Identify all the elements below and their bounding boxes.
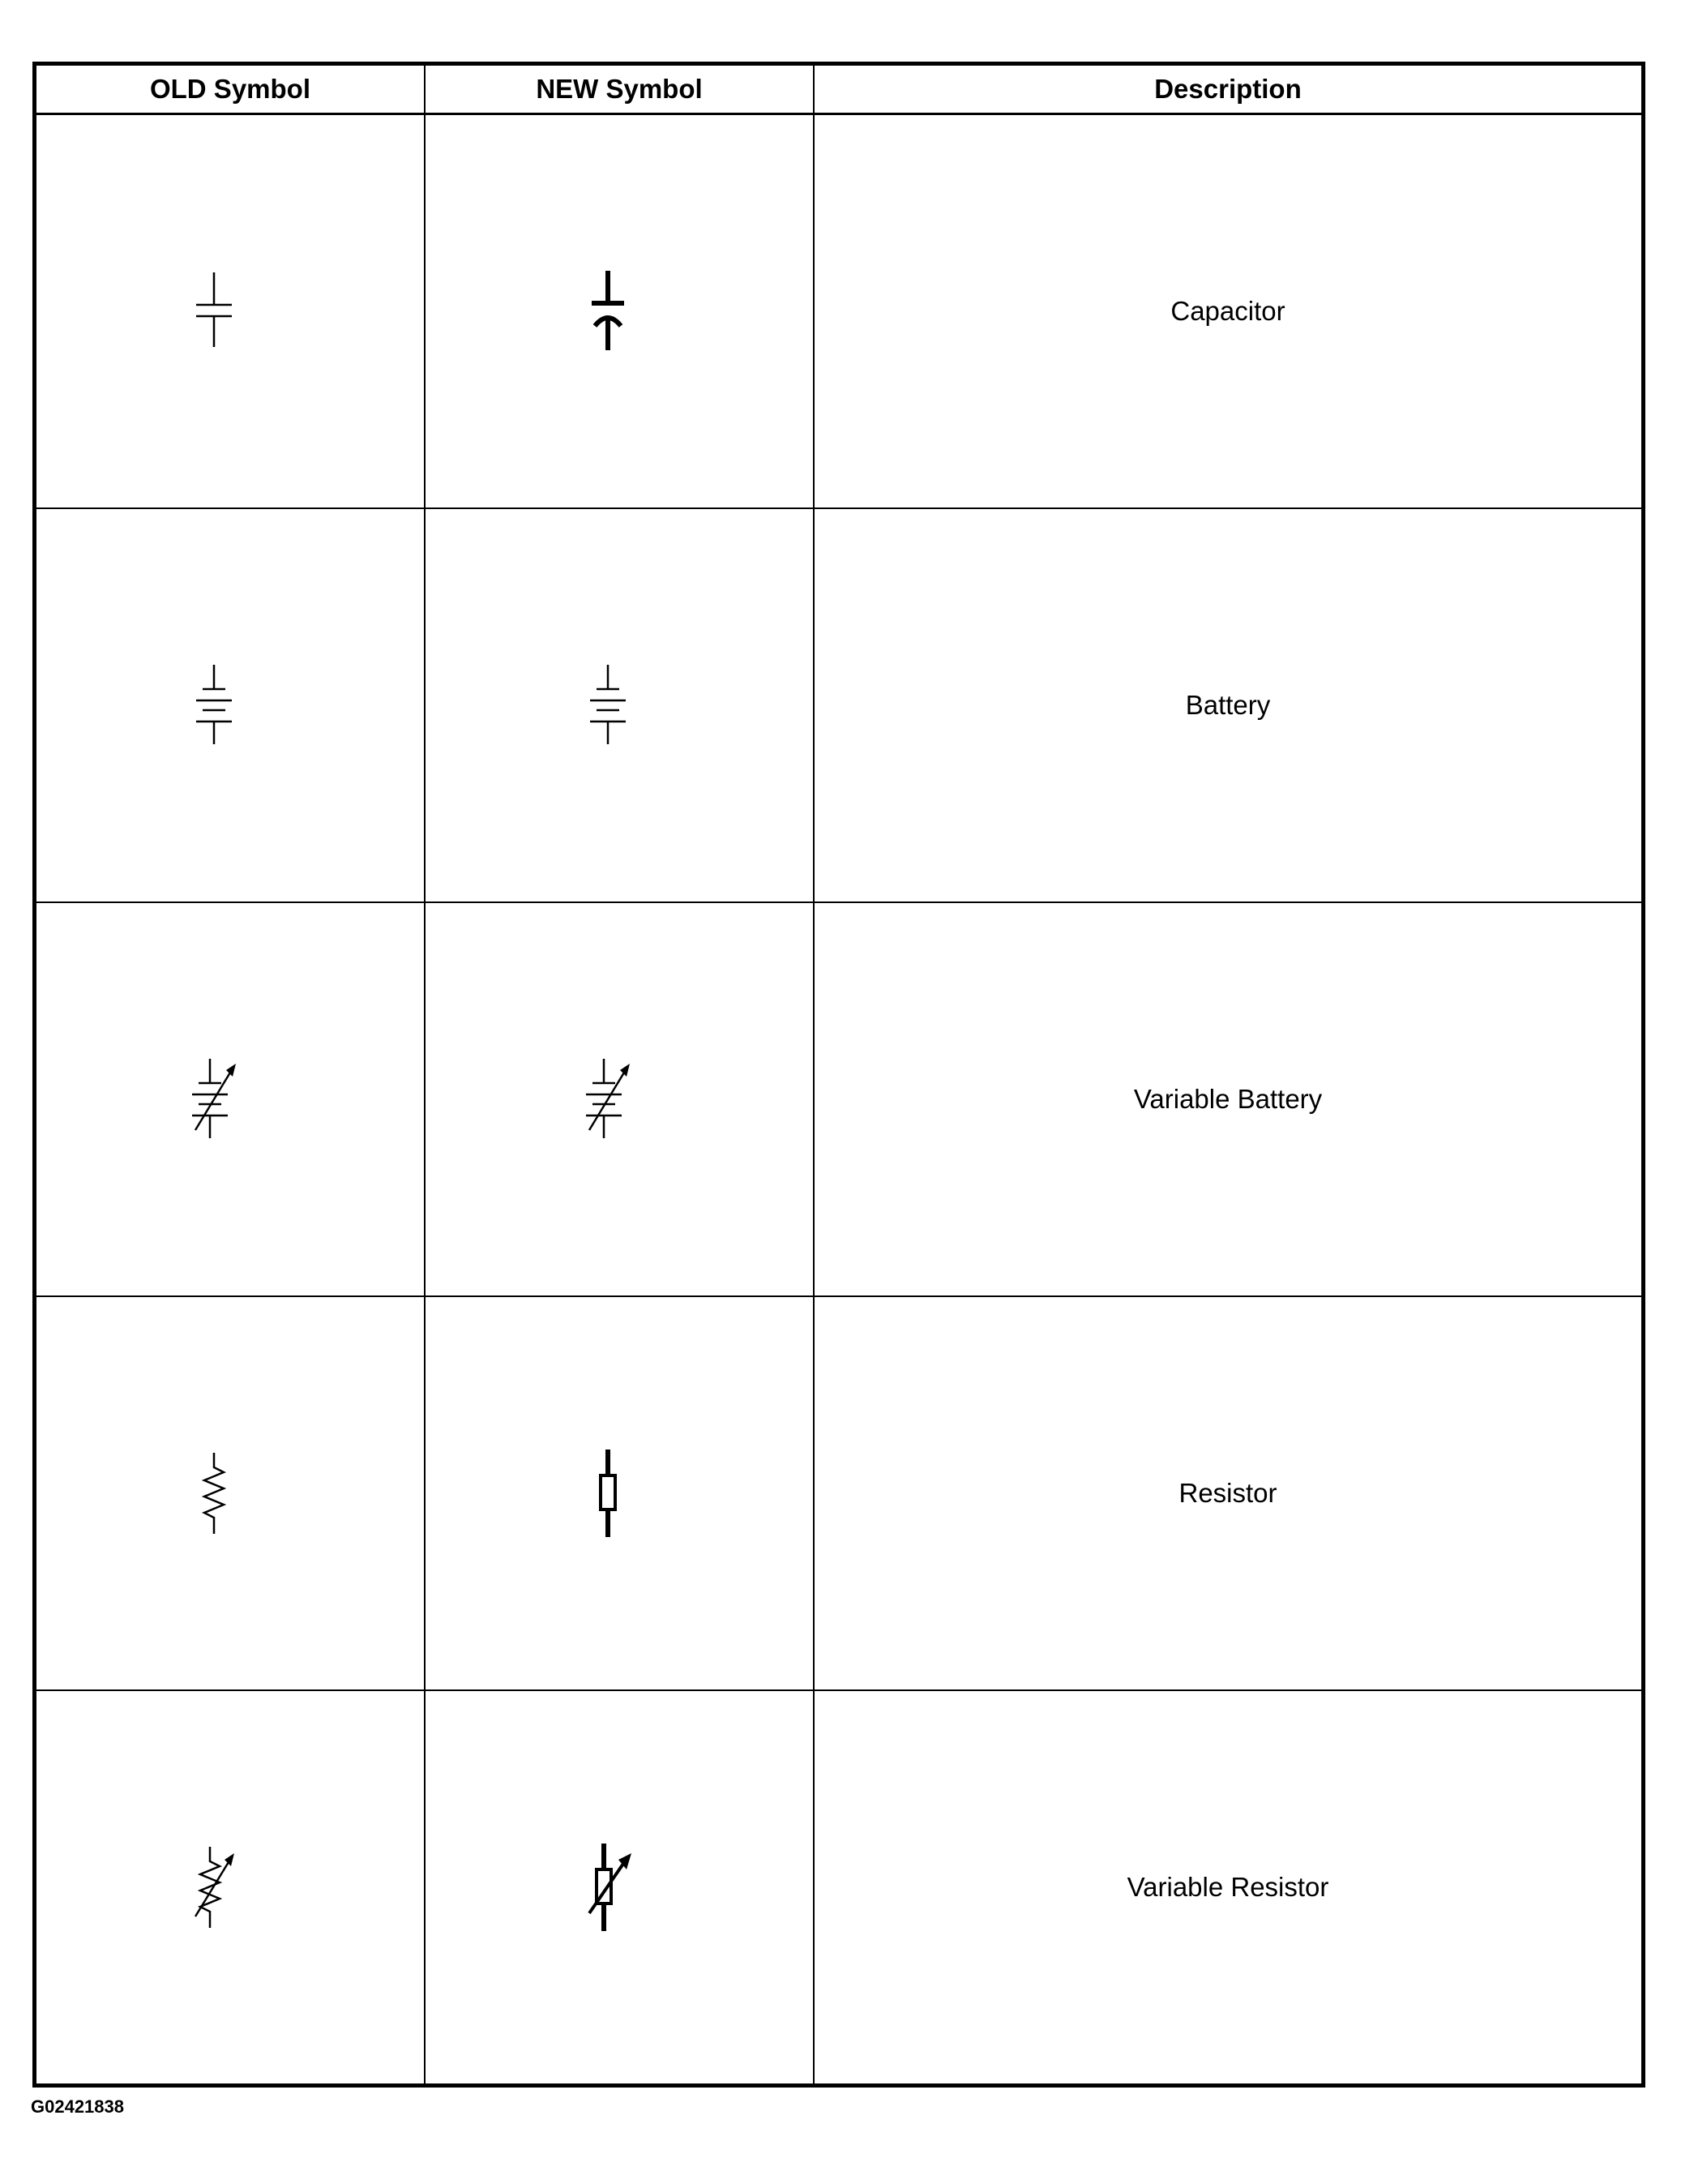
new-symbol-cell (425, 902, 814, 1296)
header-old-symbol: OLD Symbol (35, 64, 426, 114)
description-text: Resistor (1178, 1478, 1277, 1508)
table-row-capacitor (35, 114, 1644, 509)
description-text: Capacitor (1170, 296, 1285, 326)
table-row-variable-battery (35, 902, 1644, 1296)
resistor-new-icon (575, 1445, 640, 1542)
header-new-symbol: NEW Symbol (425, 64, 814, 114)
variable-battery-old-icon (178, 1051, 250, 1148)
figure-id: G02421838 (31, 2096, 124, 2117)
old-symbol-cell (35, 508, 426, 902)
old-symbol-cell (35, 1690, 426, 2086)
table-header (35, 64, 1644, 114)
new-symbol-cell (425, 1296, 814, 1690)
symbol-table (32, 62, 1645, 2088)
description-cell (814, 1690, 1644, 2086)
description-cell (814, 114, 1644, 509)
header-row (35, 64, 1644, 114)
description-text: Variable Resistor (1127, 1872, 1329, 1902)
table-row-resistor (35, 1296, 1644, 1690)
description-cell (814, 1296, 1644, 1690)
table-row-battery (35, 508, 1644, 902)
new-symbol-cell (425, 1690, 814, 2086)
old-symbol-cell (35, 902, 426, 1296)
capacitor-new-icon (575, 263, 640, 360)
table-row-variable-resistor (35, 1690, 1644, 2086)
variable-resistor-new-icon (571, 1839, 644, 1936)
variable-battery-new-icon (571, 1051, 644, 1148)
table-body (35, 114, 1644, 2086)
new-symbol-cell (425, 114, 814, 509)
description-text: Battery (1185, 690, 1271, 720)
description-cell (814, 508, 1644, 902)
header-description: Description (814, 64, 1644, 114)
capacitor-old-icon (182, 263, 246, 360)
variable-resistor-old-icon (178, 1839, 250, 1936)
old-symbol-cell (35, 114, 426, 509)
description-text: Variable Battery (1133, 1084, 1323, 1114)
new-symbol-cell (425, 508, 814, 902)
battery-old-icon (182, 657, 246, 754)
description-cell (814, 902, 1644, 1296)
battery-new-icon (575, 657, 640, 754)
old-symbol-cell (35, 1296, 426, 1690)
resistor-old-icon (182, 1445, 246, 1542)
